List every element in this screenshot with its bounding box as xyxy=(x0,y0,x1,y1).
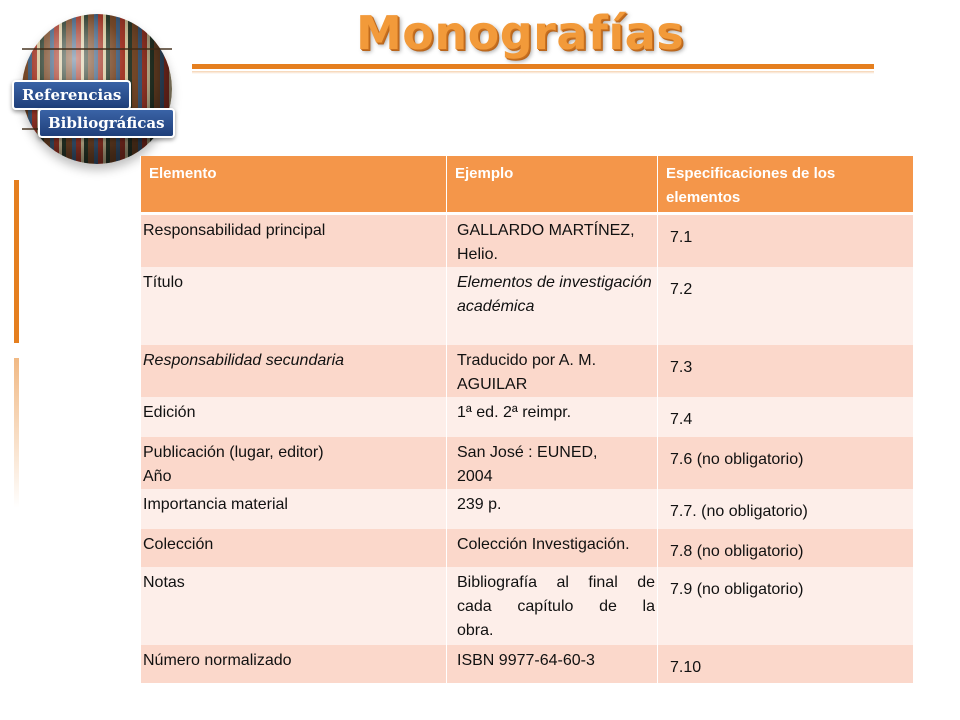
cell-elemento: Número normalizado xyxy=(143,652,292,669)
logo-label-bibliograficas: Bibliográficas xyxy=(38,108,175,138)
table-row xyxy=(141,397,914,437)
table-row xyxy=(141,267,914,345)
column-header-especificaciones: Especificaciones de los elementos xyxy=(658,156,914,214)
cell-ejemplo-line2: cada capítulo de la xyxy=(457,598,655,615)
page-title: Monografías xyxy=(356,6,685,60)
cell-ejemplo: Traducido por A. M. AGUILAR xyxy=(457,352,597,393)
left-accent-bar xyxy=(14,180,19,343)
cell-elemento-line2: Año xyxy=(143,468,172,485)
cell-elemento: Publicación (lugar, editor) xyxy=(143,444,324,461)
cell-elemento: Edición xyxy=(143,404,196,421)
table-header-row xyxy=(141,156,914,214)
table-row xyxy=(141,437,914,489)
cell-spec: 7.9 (no obligatorio) xyxy=(670,581,804,598)
cell-spec: 7.1 xyxy=(670,229,693,246)
cell-elemento: Colección xyxy=(143,536,214,553)
cell-spec: 7.2 xyxy=(670,281,693,298)
cell-ejemplo: GALLARDO MARTÍNEZ, Helio. xyxy=(457,222,635,263)
left-accent-bar-fade xyxy=(14,358,19,508)
title-underline xyxy=(192,64,874,69)
cell-ejemplo-line2: 2004 xyxy=(457,468,493,485)
cell-ejemplo: ISBN 9977-64-60-3 xyxy=(457,652,595,669)
cell-elemento: Responsabilidad principal xyxy=(143,222,326,239)
table-row xyxy=(141,489,914,529)
cell-spec: 7.4 xyxy=(670,411,693,428)
cell-ejemplo: Elementos de investigación académica xyxy=(457,274,652,315)
cell-spec: 7.7. (no obligatorio) xyxy=(670,503,808,520)
cell-spec: 7.8 (no obligatorio) xyxy=(670,543,804,560)
table-row xyxy=(141,567,914,645)
cell-ejemplo-line3: obra. xyxy=(457,622,494,639)
column-header-ejemplo: Ejemplo xyxy=(447,156,658,214)
column-header-elemento: Elemento xyxy=(141,156,447,214)
cell-elemento: Responsabilidad secundaria xyxy=(143,352,345,369)
cell-spec: 7.10 xyxy=(670,659,702,676)
cell-spec: 7.6 (no obligatorio) xyxy=(670,451,804,468)
cell-ejemplo: 239 p. xyxy=(457,496,502,513)
cell-elemento: Importancia material xyxy=(143,496,288,513)
cell-ejemplo: San José : EUNED, xyxy=(457,444,598,461)
table-row xyxy=(141,645,914,683)
cell-ejemplo: Colección Investigación. xyxy=(457,536,630,553)
table-row xyxy=(141,214,914,268)
cell-elemento: Título xyxy=(143,274,184,291)
cell-elemento: Notas xyxy=(143,574,185,591)
bibliographic-elements-table xyxy=(140,156,914,683)
cell-ejemplo: Bibliografía al final de xyxy=(457,574,655,591)
title-underline-shadow xyxy=(192,71,874,74)
cell-spec: 7.3 xyxy=(670,359,693,376)
shelf-line xyxy=(22,48,172,50)
table-row xyxy=(141,529,914,567)
table-row xyxy=(141,345,914,397)
cell-ejemplo: 1ª ed. 2ª reimpr. xyxy=(457,404,572,421)
logo-label-referencias: Referencias xyxy=(12,80,131,110)
